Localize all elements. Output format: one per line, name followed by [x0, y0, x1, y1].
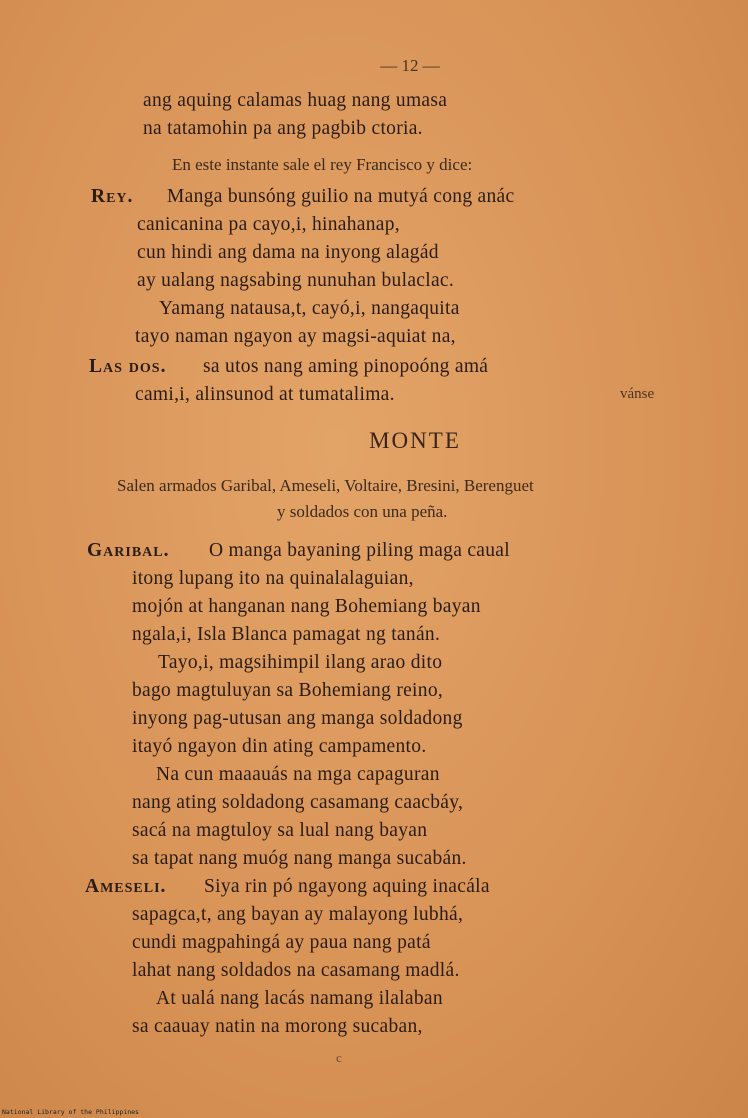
- verse-line: ay ualang nagsabing nunuhan bulaclac.: [137, 270, 455, 291]
- verse-line: Na cun maaauás na mga capaguran: [156, 764, 440, 785]
- verse-line: canicanina pa cayo,i, hinahanap,: [137, 214, 400, 235]
- verse-line: lahat nang soldados na casamang madlá.: [132, 960, 460, 981]
- verse-line: Siya rin pó ngayong aquing inacála: [204, 876, 490, 897]
- verse-line: cami,i, alinsunod at tumatalima.: [135, 384, 395, 405]
- verse-line: cun hindi ang dama na inyong alagád: [137, 242, 439, 263]
- verse-line: itong lupang ito na quinalalaguian,: [132, 568, 414, 589]
- verse-line: Tayo,i, magsihimpil ilang arao dito: [158, 652, 443, 673]
- verse-line: sa caauay natin na morong sucaban,: [132, 1016, 423, 1037]
- verse-line: itayó ngayon din ating campamento.: [132, 736, 427, 757]
- verse-line: ang aquing calamas huag nang umasa: [143, 90, 448, 111]
- speaker-name: Ameseli.: [85, 876, 167, 897]
- stage-direction-entrance: Salen armados Garibal, Ameseli, Voltaire, Bresini, Berenguet: [117, 476, 534, 495]
- stage-direction: En este instante sale el rey Francisco y dice:: [172, 155, 473, 174]
- verse-line: sa utos nang aming pinopoóng amá: [203, 356, 489, 377]
- page-number: — 12 —: [380, 56, 440, 75]
- verse-line: sapagca,t, ang bayan ay malayong lubhá,: [132, 904, 464, 925]
- verse-line: inyong pag-utusan ang manga soldadong: [132, 708, 463, 729]
- speaker-name: Garibal.: [87, 540, 170, 561]
- verse-line: sa tapat nang muóg nang manga sucabán.: [132, 848, 467, 869]
- verse-line: sacá na magtuloy sa lual nang bayan: [132, 820, 428, 841]
- exit-direction: vánse: [620, 386, 655, 402]
- verse-line: na tatamohin pa ang pagbib ctoria.: [143, 118, 423, 139]
- scene-heading: MONTE: [369, 428, 461, 453]
- verse-line: O manga bayaning piling maga caual: [209, 540, 510, 561]
- verse-line: Manga bunsóng guilio na mutyá cong anác: [167, 186, 515, 207]
- verse-line: Yamang natausa,t, cayó,i, nangaquita: [159, 298, 460, 319]
- signature-mark: c: [336, 1050, 342, 1065]
- verse-line: ngala,i, Isla Blanca pamagat ng tanán.: [132, 624, 441, 645]
- verse-line: bago magtuluyan sa Bohemiang reino,: [132, 680, 444, 701]
- verse-line: nang ating soldadong casamang caacbáy,: [132, 792, 464, 813]
- speaker-name: Rey.: [91, 186, 134, 207]
- verse-line: At ualá nang lacás namang ilalaban: [156, 988, 443, 1009]
- stage-direction-entrance-cont: y soldados con una peña.: [277, 502, 448, 521]
- verse-line: tayo naman ngayon ay magsi-aquiat na,: [135, 326, 456, 347]
- verse-line: mojón at hanganan nang Bohemiang bayan: [132, 596, 481, 617]
- verse-line: cundi magpahingá ay paua nang patá: [132, 932, 431, 953]
- library-credit: National Library of the Philippines: [2, 1108, 139, 1116]
- speaker-name: Las dos.: [89, 356, 167, 377]
